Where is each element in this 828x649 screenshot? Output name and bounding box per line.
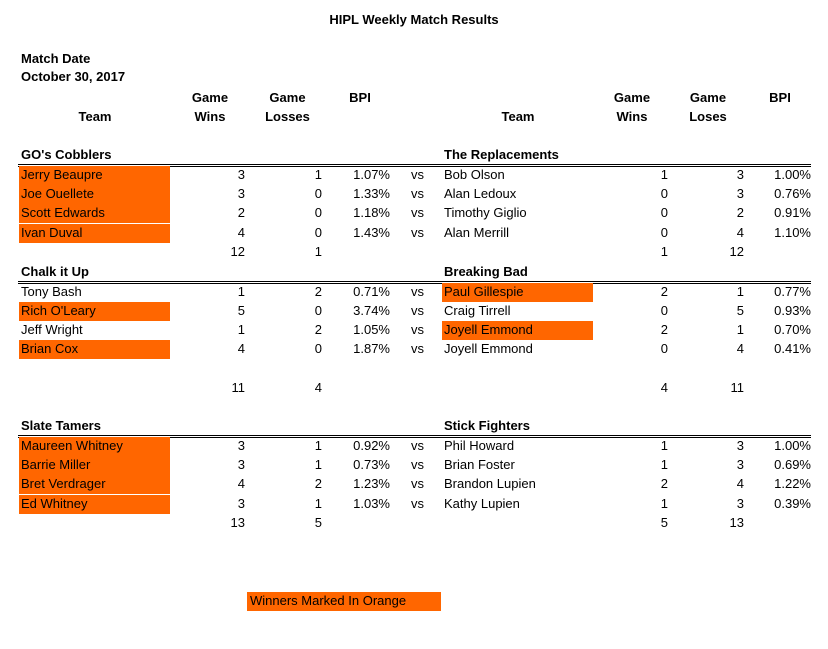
player-name: Craig Tirrell	[444, 303, 511, 318]
wins-cell: 4	[237, 476, 245, 491]
wins-cell: 5	[237, 303, 245, 318]
wins-cell: 1	[237, 284, 245, 299]
bpi-cell: 0.73%	[353, 457, 390, 472]
bpi-cell: 0.77%	[774, 284, 811, 299]
vs-label: vs	[411, 496, 424, 511]
left-team-name: Slate Tamers	[21, 418, 101, 433]
losses-cell: 0	[314, 303, 322, 318]
vs-label: vs	[411, 303, 424, 318]
right-team-header: Team	[501, 109, 535, 124]
bpi-cell: 1.33%	[353, 186, 390, 201]
player-name: Ed Whitney	[19, 495, 170, 514]
losses-cell: 2	[314, 476, 322, 491]
total-losses: 4	[314, 380, 322, 395]
total-wins: 12	[230, 244, 245, 259]
bpi-cell: 1.87%	[353, 341, 390, 356]
bpi-cell: 1.05%	[353, 322, 390, 337]
wins-cell: 0	[660, 303, 668, 318]
player-name: Jerry Beaupre	[19, 166, 170, 185]
bpi-cell: 0.76%	[774, 186, 811, 201]
player-name: Brandon Lupien	[444, 476, 536, 491]
losses-cell: 1	[314, 496, 322, 511]
losses-cell: 3	[736, 167, 744, 182]
right-wins-header: Wins	[616, 109, 648, 124]
losses-cell: 0	[314, 225, 322, 240]
bpi-cell: 0.92%	[353, 438, 390, 453]
losses-cell: 1	[314, 457, 322, 472]
losses-cell: 4	[736, 476, 744, 491]
section-divider	[18, 435, 811, 436]
player-name: Kathy Lupien	[444, 496, 520, 511]
left-losses-header-top: Game	[269, 90, 306, 105]
bpi-cell: 1.03%	[353, 496, 390, 511]
bpi-cell: 1.18%	[353, 205, 390, 220]
right-loses-header-top: Game	[689, 90, 727, 105]
wins-cell: 0	[660, 225, 668, 240]
player-name: Paul Gillespie	[442, 283, 593, 302]
total-wins: 1	[660, 244, 668, 259]
wins-cell: 1	[237, 322, 245, 337]
bpi-cell: 3.74%	[353, 303, 390, 318]
bpi-cell: 1.07%	[353, 167, 390, 182]
bpi-cell: 0.41%	[774, 341, 811, 356]
wins-cell: 2	[237, 205, 245, 220]
player-name: Alan Merrill	[444, 225, 510, 240]
player-name: Joyell Emmond	[442, 321, 593, 340]
player-name: Joyell Emmond	[444, 341, 533, 356]
bpi-cell: 0.70%	[774, 322, 811, 337]
losses-cell: 4	[736, 225, 744, 240]
right-wins-header-top: Game	[613, 90, 651, 105]
wins-cell: 3	[237, 496, 245, 511]
player-name: Barrie Miller	[19, 456, 170, 475]
left-bpi-header: BPI	[349, 90, 371, 105]
legend-winners: Winners Marked In Orange	[247, 592, 441, 611]
total-wins: 5	[660, 515, 668, 530]
section-divider	[18, 164, 811, 165]
right-loses-header: Loses	[689, 109, 727, 124]
total-losses: 13	[729, 515, 744, 530]
wins-cell: 2	[660, 476, 668, 491]
player-name: Scott Edwards	[19, 204, 170, 223]
losses-cell: 3	[736, 457, 744, 472]
total-wins: 11	[231, 380, 245, 395]
player-name: Tony Bash	[21, 284, 82, 299]
bpi-cell: 0.69%	[774, 457, 811, 472]
vs-label: vs	[411, 476, 424, 491]
wins-cell: 3	[237, 186, 245, 201]
losses-cell: 3	[736, 438, 744, 453]
total-losses: 1	[314, 244, 322, 259]
wins-cell: 1	[660, 438, 668, 453]
bpi-cell: 0.71%	[353, 284, 390, 299]
player-name: Brian Foster	[444, 457, 515, 472]
bpi-cell: 1.00%	[774, 438, 811, 453]
right-team-name: The Replacements	[444, 147, 559, 162]
losses-cell: 2	[736, 205, 744, 220]
losses-cell: 3	[736, 186, 744, 201]
vs-label: vs	[411, 167, 424, 182]
wins-cell: 2	[660, 322, 668, 337]
losses-cell: 0	[314, 205, 322, 220]
bpi-cell: 1.23%	[353, 476, 390, 491]
losses-cell: 4	[736, 341, 744, 356]
wins-cell: 0	[660, 186, 668, 201]
player-name: Maureen Whitney	[19, 437, 170, 456]
left-losses-header: Losses	[265, 109, 310, 124]
bpi-cell: 0.93%	[774, 303, 811, 318]
losses-cell: 1	[736, 322, 744, 337]
right-team-name: Breaking Bad	[444, 264, 528, 279]
player-name: Ivan Duval	[19, 224, 170, 243]
vs-label: vs	[411, 284, 424, 299]
losses-cell: 5	[736, 303, 744, 318]
left-wins-header: Wins	[194, 109, 226, 124]
vs-label: vs	[411, 322, 424, 337]
wins-cell: 1	[660, 167, 668, 182]
right-bpi-header: BPI	[769, 90, 791, 105]
wins-cell: 1	[660, 457, 668, 472]
wins-cell: 3	[237, 457, 245, 472]
vs-label: vs	[411, 186, 424, 201]
losses-cell: 2	[314, 322, 322, 337]
left-team-name: GO's Cobblers	[21, 147, 112, 162]
total-losses: 11	[730, 380, 744, 395]
total-wins: 4	[660, 380, 668, 395]
bpi-cell: 1.22%	[774, 476, 811, 491]
wins-cell: 0	[660, 205, 668, 220]
player-name: Rich O'Leary	[19, 302, 170, 321]
left-team-name: Chalk it Up	[21, 264, 89, 279]
page-title: HIPL Weekly Match Results	[329, 12, 499, 27]
player-name: Alan Ledoux	[444, 186, 517, 201]
match-date-label: Match Date	[21, 51, 91, 66]
bpi-cell: 1.10%	[774, 225, 811, 240]
losses-cell: 1	[314, 438, 322, 453]
total-wins: 13	[230, 515, 245, 530]
vs-label: vs	[411, 205, 424, 220]
wins-cell: 3	[237, 438, 245, 453]
player-name: Bret Verdrager	[19, 475, 170, 494]
wins-cell: 4	[237, 225, 245, 240]
player-name: Bob Olson	[444, 167, 505, 182]
player-name: Timothy Giglio	[444, 205, 527, 220]
losses-cell: 1	[314, 167, 322, 182]
losses-cell: 1	[736, 284, 744, 299]
player-name: Jeff Wright	[21, 322, 83, 337]
bpi-cell: 0.39%	[774, 496, 811, 511]
total-losses: 12	[729, 244, 744, 259]
bpi-cell: 1.00%	[774, 167, 811, 182]
left-wins-header-top: Game	[191, 90, 229, 105]
player-name: Joe Ouellete	[19, 185, 170, 204]
left-team-header: Team	[78, 109, 112, 124]
bpi-cell: 1.43%	[353, 225, 390, 240]
losses-cell: 0	[314, 341, 322, 356]
vs-label: vs	[411, 225, 424, 240]
total-losses: 5	[314, 515, 322, 530]
player-name: Brian Cox	[19, 340, 170, 359]
losses-cell: 0	[314, 186, 322, 201]
wins-cell: 1	[660, 496, 668, 511]
wins-cell: 0	[660, 341, 668, 356]
section-divider	[18, 281, 811, 282]
wins-cell: 4	[237, 341, 245, 356]
losses-cell: 2	[314, 284, 322, 299]
right-team-name: Stick Fighters	[444, 418, 530, 433]
wins-cell: 2	[660, 284, 668, 299]
vs-label: vs	[411, 438, 424, 453]
vs-label: vs	[411, 341, 424, 356]
bpi-cell: 0.91%	[774, 205, 811, 220]
player-name: Phil Howard	[444, 438, 515, 453]
losses-cell: 3	[736, 496, 744, 511]
vs-label: vs	[411, 457, 424, 472]
wins-cell: 3	[237, 167, 245, 182]
match-date: October 30, 2017	[21, 69, 126, 84]
